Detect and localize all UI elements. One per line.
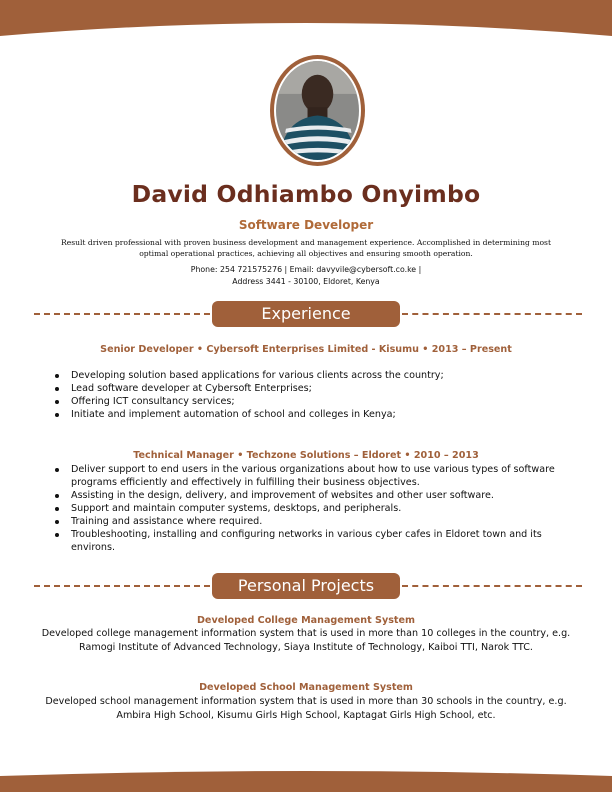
divider-left xyxy=(34,313,210,315)
profile-photo xyxy=(274,59,361,162)
summary-line: Result driven professional with proven business development and management experience. Accomplished in determining most xyxy=(60,238,551,247)
list-item: Support and maintain computer systems, desktops, and peripherals. xyxy=(54,502,584,515)
list-item: Initiate and implement automation of school and colleges in Kenya; xyxy=(54,408,584,421)
profile-summary xyxy=(40,237,572,259)
project-description: Developed college management information system that is used in more than 10 colleges in the country, e.g. Ramogi Institute of Advanced Technology, Siaya Institute of Technology, Kaiboi TTI, Narok TTC. xyxy=(41,628,571,653)
divider-left xyxy=(34,585,210,587)
job-heading: Senior Developer • Cybersoft Enterprises Limited - Kisumu • 2013 – Present xyxy=(100,344,512,355)
list-item: Developing solution based applications for various clients across the country; xyxy=(54,369,584,382)
profile-photo-frame xyxy=(270,55,365,166)
contact-line: Address 3441 - 30100, Eldoret, Kenya xyxy=(232,277,380,286)
experience-section-header xyxy=(34,301,582,327)
profile-photo-icon xyxy=(276,61,359,160)
candidate-title: Software Developer xyxy=(238,218,374,232)
job-heading: Technical Manager • Techzone Solutions – Eldoret • 2010 – 2013 xyxy=(133,450,479,461)
project-heading: Developed School Management System xyxy=(199,682,413,693)
list-item: Training and assistance where required. xyxy=(54,515,584,528)
list-item: Assisting in the design, delivery, and improvement of websites and other user software. xyxy=(54,489,584,502)
job-responsibilities xyxy=(54,369,584,421)
bottom-decorative-band xyxy=(0,770,612,792)
project-heading: Developed College Management System xyxy=(196,615,416,626)
project-description: Developed school management information system that is used in more than 30 schools in the country, e.g. Ambira High School, Kisumu Girls High School, Kaptagat Girls High School, etc. xyxy=(45,696,567,721)
contact-line: Phone: 254 721575276 | Email: davyvile@cybersoft.co.ke | xyxy=(190,265,422,274)
list-item: Offering ICT consultancy services; xyxy=(54,395,584,408)
candidate-name: David Odhiambo Onyimbo xyxy=(131,180,481,208)
experience-section-title: Experience xyxy=(212,301,400,327)
projects-section-header xyxy=(34,573,582,599)
projects-section-title: Personal Projects xyxy=(212,573,400,599)
summary-line: optimal operational practices, achieving all objectives and ensuring smooth operation. xyxy=(139,249,473,258)
contact-info xyxy=(0,264,612,288)
list-item: Troubleshooting, installing and configuring networks in various cyber cafes in Eldoret town and its environs. xyxy=(54,528,584,554)
divider-right xyxy=(402,585,582,587)
top-decorative-band xyxy=(0,0,612,42)
divider-right xyxy=(402,313,582,315)
job-responsibilities xyxy=(54,463,584,554)
list-item: Deliver support to end users in the various organizations about how to use various types of software programs efficiently and effectively in fulfilling their business objectives. xyxy=(54,463,584,489)
list-item: Lead software developer at Cybersoft Enterprises; xyxy=(54,382,584,395)
